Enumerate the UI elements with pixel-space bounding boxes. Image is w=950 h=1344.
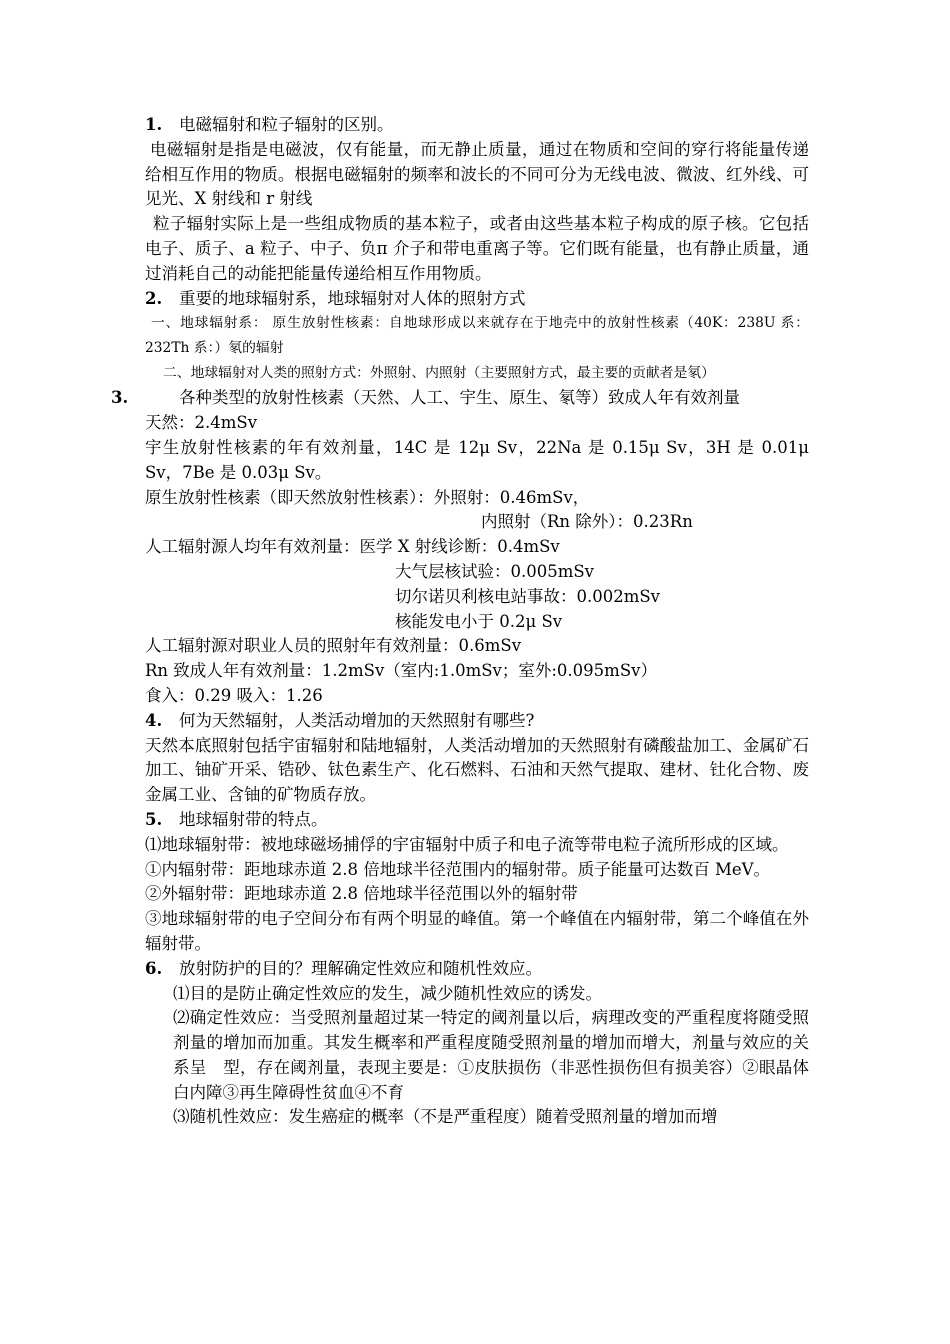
q4-paragraph-1: 天然本底照射包括宇宙辐射和陆地辐射，人类活动增加的天然照射有磷酸盐加工、金属矿石加工、铀矿开采、锆砂、钛色素生产、化石燃料、石油和天然气提取、建材、钍化合物、废金属工业、含铀的矿物质存放。 xyxy=(145,735,809,805)
q2-number: 2. xyxy=(145,288,163,308)
q1-title: 电磁辐射和粒子辐射的区别。 xyxy=(179,115,394,134)
q3-number: 3. xyxy=(111,388,129,408)
q3-title: 各种类型的放射性核素（天然、人工、宇生、原生、氡等）致成人年有效剂量 xyxy=(179,388,740,408)
q5-paragraph-1: ⑴地球辐射带：被地球磁场捕俘的宇宙辐射中质子和电子流等带电粒子流所形成的区域。 xyxy=(145,834,789,854)
q3-line-natural: 天然：2.4mSv xyxy=(145,413,258,433)
q6-paragraph-3: ⑶随机性效应：发生癌症的概率（不是严重程度）随着受照剂量的增加而增 xyxy=(173,1107,718,1127)
q1-paragraph-2: 粒子辐射实际上是一些组成物质的基本粒子，或者由这些基本粒子构成的原子核。它包括电子、质子、a 粒子、中子、负π 介子和带电重离子等。它们既有能量，也有静止质量，通过消耗自己的动能把能量传递给相互作用物质。 xyxy=(145,214,809,283)
q1-number: 1. xyxy=(145,115,163,134)
q3-line-nuclear-power: 核能发电小于 0.2μ Sv xyxy=(395,611,563,631)
q2-paragraph-1: 一、地球辐射系： 原生放射性核素：自地球形成以来就存在于地壳中的放射性核素（40K：238U 系：232Th 系：）氡的辐射 xyxy=(145,315,809,357)
q1-paragraph-1: 电磁辐射是指是电磁波，仅有能量，而无静止质量，通过在物质和空间的穿行将能量传递给相互作用的物质。根据电磁辐射的频率和波长的不同可分为无线电波、微波、红外线、可见光、X 射线和 r 射线 xyxy=(145,139,809,209)
q3-line-intake: 食入：0.29 吸入：1.26 xyxy=(145,685,323,705)
q5-heading xyxy=(145,808,809,833)
q2-heading xyxy=(145,287,809,312)
q3-line-primordial-internal: 内照射（Rn 除外）：0.23Rn xyxy=(481,512,693,532)
q4-number: 4. xyxy=(145,710,163,730)
q6-heading xyxy=(145,957,809,982)
q4-title: 何为天然辐射，人类活动增加的天然照射有哪些? xyxy=(179,710,535,730)
q6-number: 6. xyxy=(145,958,163,978)
q3-line-cosmogenic: 宇生放射性核素的年有效剂量，14C 是 12μ Sv，22Na 是 0.15μ Sv，3H 是 0.01μ Sv，7Be 是 0.03μ Sv。 xyxy=(145,437,809,482)
document-page xyxy=(111,113,809,1130)
q6-paragraph-1: ⑴目的是防止确定性效应的发生，减少随机性效应的诱发。 xyxy=(173,983,602,1003)
q6-title: 放射防护的目的？理解确定性效应和随机性效应。 xyxy=(179,958,542,978)
q5-paragraph-2: ①内辐射带：距地球赤道 2.8 倍地球半径范围内的辐射带。质子能量可达数百 MeV。 xyxy=(145,859,771,879)
q2-paragraph-2: 二、地球辐射对人类的照射方式：外照射、内照射（主要照射方式，最主要的贡献者是氡） xyxy=(163,365,715,382)
q1-heading xyxy=(145,113,809,138)
q3-line-occupational: 人工辐射源对职业人员的照射年有效剂量：0.6mSv xyxy=(145,636,522,656)
q5-paragraph-3: ②外辐射带：距地球赤道 2.8 倍地球半径范围以外的辐射带 xyxy=(145,884,578,904)
q3-line-chernobyl: 切尔诺贝利核电站事故：0.002mSv xyxy=(395,586,661,606)
q3-line-primordial: 原生放射性核素（即天然放射性核素）：外照射：0.46mSv， xyxy=(145,487,590,507)
q4-heading xyxy=(145,709,809,734)
q5-title: 地球辐射带的特点。 xyxy=(179,809,328,829)
q5-number: 5. xyxy=(145,809,163,829)
q3-line-atmospheric-tests: 大气层核试验：0.005mSv xyxy=(395,561,595,581)
q3-line-radon: Rn 致成人年有效剂量：1.2mSv（室内:1.0mSv；室外:0.095mSv） xyxy=(145,661,657,681)
q6-paragraph-2: ⑵确定性效应：当受照剂量超过某一特定的阈剂量以后，病理改变的严重程度将随受照剂量的增加而加重。其发生概率和严重程度随受照剂量的增加而增大，剂量与效应的关系呈 型，存在阈剂量，表现主要是：①皮肤损伤（非恶性损伤但有损美容）②眼晶体白内障③再生障碍性贫血④不育 xyxy=(173,1008,809,1102)
q5-paragraph-4: ③地球辐射带的电子空间分布有两个明显的峰值。第一个峰值在内辐射带，第二个峰值在外辐射带。 xyxy=(145,909,809,953)
q3-heading xyxy=(111,386,809,411)
q2-title: 重要的地球辐射系，地球辐射对人体的照射方式 xyxy=(179,288,526,308)
q3-line-artificial: 人工辐射源人均年有效剂量：医学 X 射线诊断：0.4mSv xyxy=(145,537,560,557)
